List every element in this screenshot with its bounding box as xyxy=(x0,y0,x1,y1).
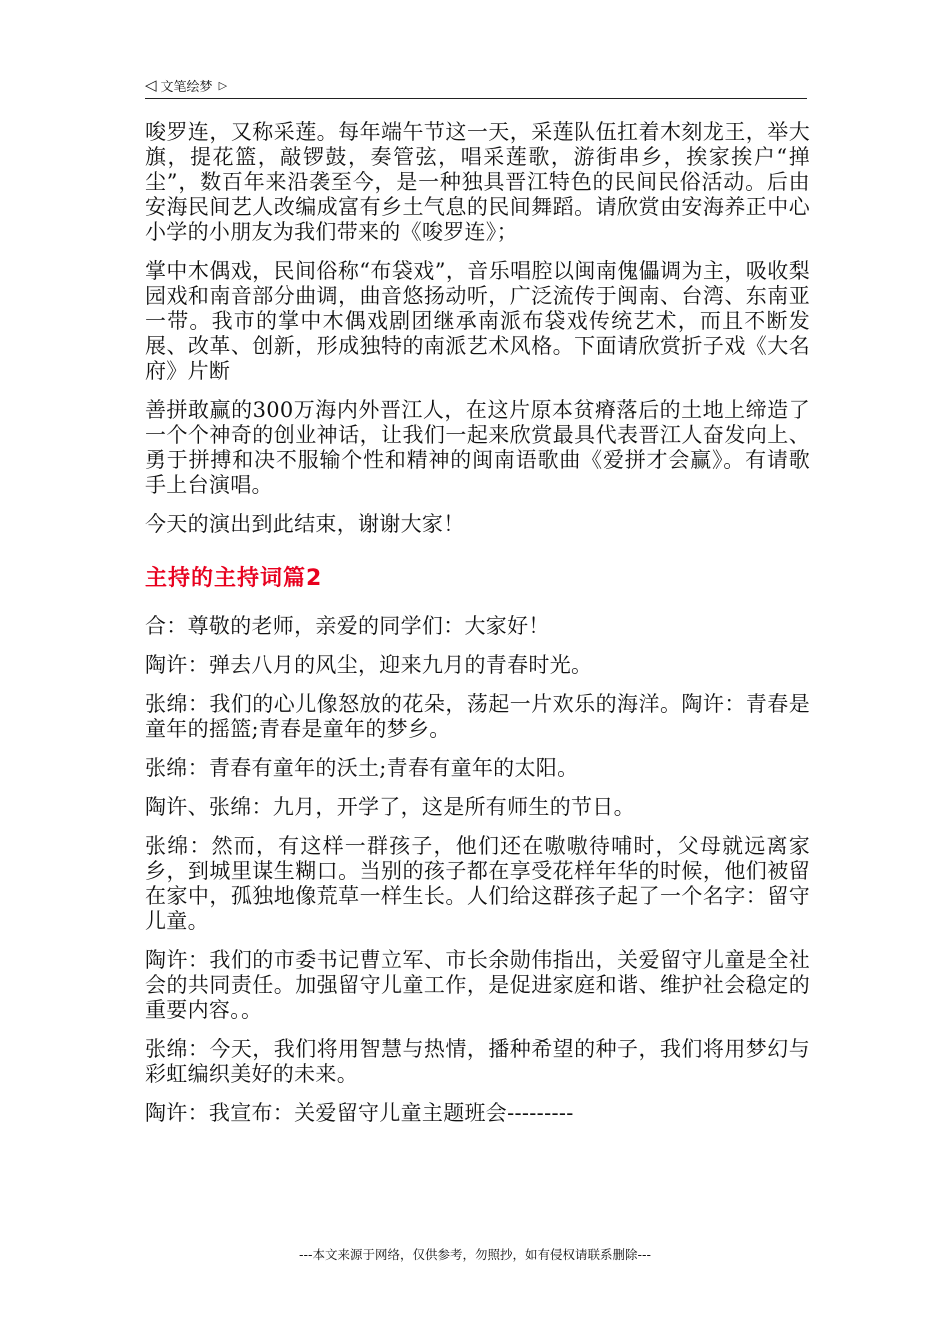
page-footer: ---本文来源于网络，仅供参考，勿照抄，如有侵权请联系删除--- xyxy=(298,1247,652,1262)
paragraph: 陶许：弹去八月的风尘，迎来九月的青春时光。 xyxy=(145,653,593,677)
paragraph: 张绵：然而，有这样一群孩子，他们还在嗷嗷待哺时，父母就远离家乡，到城里谋生糊口。当别的孩子都在享受花样年华的时候，他们被留在家中，孤独地像荒草一样生长。人们给这群孩子起了一个名字：留守儿童。 xyxy=(145,834,810,933)
section-heading: 主持的主持词篇2 xyxy=(145,566,323,591)
paragraph: 陶许：我们的市委书记曹立军、市长余勋伟指出，关爱留守儿童是全社会的共同责任。加强留守儿童工作，是促进家庭和谐、维护社会稳定的重要内容。。 xyxy=(145,948,810,1022)
paragraph: 善拼敢赢的300万海内外晋江人，在这片原本贫瘠落后的土地上缔造了一个个神奇的创业神话，让我们一起来欣赏最具代表晋江人奋发向上、勇于拼搏和决不服输个性和精神的闽南语歌曲《爱拼才会赢》。有请歌手上台演唱。 xyxy=(145,398,810,497)
paragraph: 唆罗连，又称采莲。每年端午节这一天，采莲队伍扛着木刻龙王，举大旗，提花篮，敲锣鼓，奏管弦，唱采莲歌，游街串乡，挨家挨户“掸尘”，数百年来沿袭至今，是一种独具晋江特色的民间民俗活动。后由安海民间艺人改编成富有乡土气息的民间舞蹈。请欣赏由安海养正中心小学的小朋友为我们带来的《唆罗连》； xyxy=(145,120,810,244)
paragraph: 张绵：青春有童年的沃土;青春有童年的太阳。 xyxy=(145,756,579,780)
paragraph: 掌中木偶戏，民间俗称“布袋戏”，音乐唱腔以闽南傀儡调为主，吸收梨园戏和南音部分曲调，曲音悠扬动听，广泛流传于闽南、台湾、东南亚一带。我市的掌中木偶戏剧团继承南派布袋戏传统艺术，而且不断发展、改革、创新，形成独特的南派艺术风格。下面请欣赏折子戏《大名府》片断 xyxy=(145,259,810,383)
paragraph: 张绵：我们的心儿像怒放的花朵，荡起一片欢乐的海洋。陶许：青春是童年的摇篮;青春是童年的梦乡。 xyxy=(145,692,810,741)
header-title: 文笔绘梦 xyxy=(160,79,213,95)
page-header xyxy=(145,72,807,99)
paragraph: 陶许：我宣布：关爱留守儿童主题班会--------- xyxy=(145,1101,574,1125)
paragraph: 陶许、张绵：九月，开学了，这是所有师生的节日。 xyxy=(145,795,635,819)
paragraph: 今天的演出到此结束，谢谢大家！ xyxy=(145,512,465,536)
document-body xyxy=(145,120,810,1140)
left-triangle-icon: ◁ xyxy=(145,75,157,94)
right-triangle-icon: ▷ xyxy=(218,78,228,92)
paragraph: 张绵：今天，我们将用智慧与热情，播种希望的种子，我们将用梦幻与彩虹编织美好的未来。 xyxy=(145,1037,810,1086)
paragraph: 合：尊敬的老师，亲爱的同学们：大家好！ xyxy=(145,614,550,638)
